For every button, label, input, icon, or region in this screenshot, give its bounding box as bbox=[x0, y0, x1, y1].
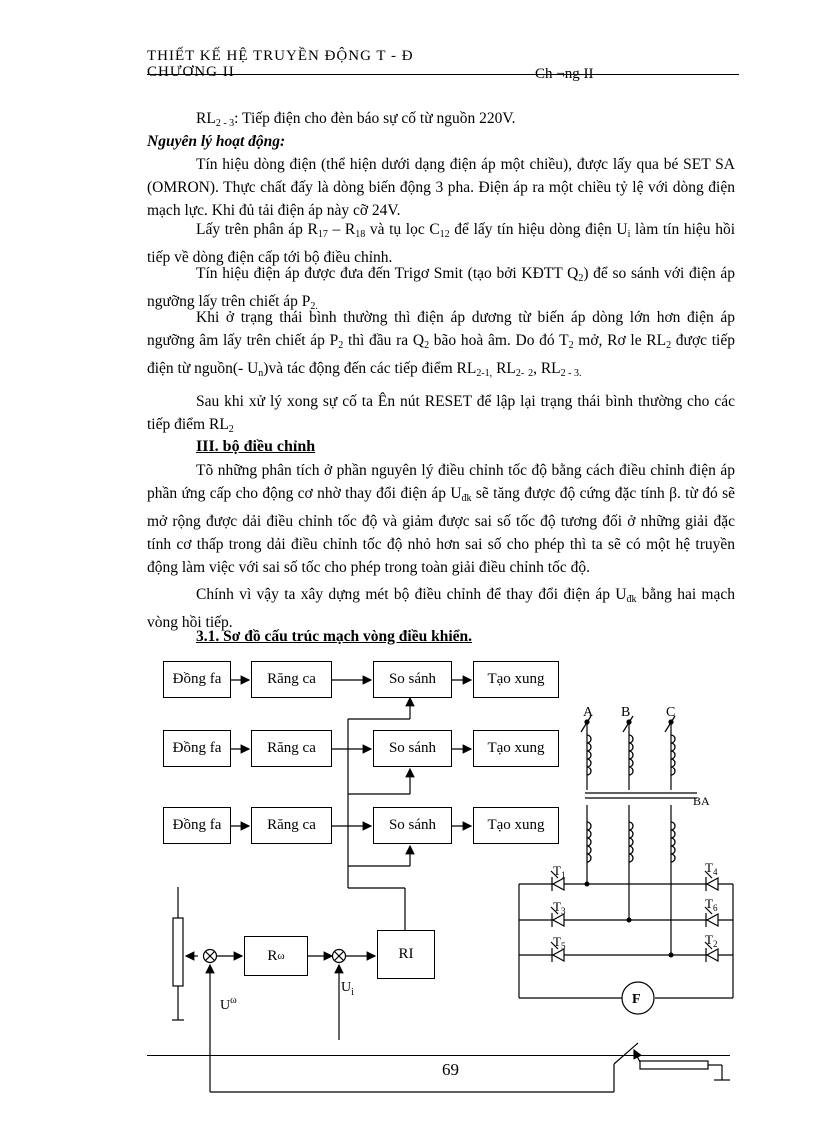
ri-box: RI bbox=[377, 930, 435, 979]
so-sanh-box-1: So sánh bbox=[373, 661, 452, 698]
u-i-label: $U_i$ bbox=[341, 980, 354, 998]
so-sanh-box-3: So sánh bbox=[373, 807, 452, 844]
tao-xung-box-1: Tạo xung bbox=[473, 661, 559, 698]
rang-ca-box-1: Răng ca bbox=[251, 661, 332, 698]
motor-label: F bbox=[632, 992, 641, 1007]
page-number: 69 bbox=[442, 1060, 459, 1079]
running-header-title: THIẾT KẾ HỆ TRUYỀN ĐỘNG T - Đ bbox=[147, 48, 414, 64]
phase-b-label: B bbox=[621, 705, 631, 720]
subsection-3-1: 3.1. Sơ đồ cấu trúc mạch vòng điều khiển. bbox=[196, 628, 472, 645]
t3-label: $T_3$ bbox=[553, 899, 566, 916]
footer-rule bbox=[147, 1055, 730, 1056]
t2-label: $T_2$ bbox=[705, 932, 718, 949]
dong-fa-box-1: Đồng fa bbox=[163, 661, 231, 698]
u-omega-label: $U^\omega$ bbox=[220, 995, 237, 1013]
t1-label: $T_1$ bbox=[553, 863, 566, 880]
tao-xung-box-3: Tạo xung bbox=[473, 807, 559, 844]
r-omega-box: R ω bbox=[244, 936, 308, 976]
principle-heading: Nguyên lý hoạt động: bbox=[147, 133, 286, 150]
rl23-line: $RL_{2 - 3}$: Tiếp điện cho đèn báo sự cố từ nguồn 220V. bbox=[196, 110, 516, 129]
tao-xung-box-2: Tạo xung bbox=[473, 730, 559, 767]
so-sanh-box-2: So sánh bbox=[373, 730, 452, 767]
rang-ca-box-2: Răng ca bbox=[251, 730, 332, 767]
ba-label: BA bbox=[693, 794, 710, 808]
paragraph-2: Lấy trên phân áp $R_{17} - R_{18}$ và tụ lọc $C_{12}$ để lấy tín hiệu dòng điện $U_i$ làm tín hiệu hồi tiếp về dòng điện cấp tới bộ điều chỉnh. bbox=[147, 221, 735, 266]
section-heading-3: III. bộ điều chỉnh bbox=[196, 438, 316, 455]
running-header-chapter-right: Ch ¬ng II bbox=[535, 66, 594, 82]
paragraph-1: Tín hiệu dòng điện (thể hiện dưới dạng điện áp một chiều), được lấy qua bé SET SA (OMRON). Thực chất đấy là dòng biến động 3 pha. Điện áp ra một chiều tỷ lệ với dòng điện mạch lực. Khi đủ tải điện áp này cỡ 24V. bbox=[147, 156, 735, 219]
dong-fa-box-2: Đồng fa bbox=[163, 730, 231, 767]
running-header-chapter: CHƯƠNG II bbox=[147, 64, 235, 80]
rang-ca-box-3: Răng ca bbox=[251, 807, 332, 844]
paragraph-5: Sau khi xử lý xong sự cố ta Ên nút RESET để lập lại trạng thái bình thường cho các tiếp điểm $RL_2$ bbox=[147, 393, 735, 435]
paragraph-4: Khi ở trạng thái bình thường thì điện áp dương từ biến áp dòng lớn hơn điện áp ngưỡng âm lấy trên chiết áp $P_2$ thì đầu ra $Q_2$ bão hoà âm. Do đó $T_2$ mở, Rơ le $RL_2$ được tiếp điện từ nguồn(- $U_n)và$ tác động đến các tiếp điểm $RL_{2-1,}$ $RL_{2-}$ $_2$, $RL_{2 - 3.}$ bbox=[147, 309, 735, 379]
t6-label: $T_6$ bbox=[705, 896, 718, 913]
dong-fa-box-3: Đồng fa bbox=[163, 807, 231, 844]
phase-a-label: A bbox=[583, 705, 594, 720]
t5-label: $T_5$ bbox=[553, 934, 566, 951]
t4-label: $T_4$ bbox=[705, 860, 718, 877]
paragraph-3: Tín hiệu điện áp được đưa đến Trigơ Smit (tạo bởi KĐTT $Q_2$) để so sánh với điện áp ngưỡng lấy trên chiết áp $P_{2.}$ bbox=[147, 265, 735, 312]
paragraph-7: Chính vì vậy ta xây dựng mét bộ điều chỉnh để thay đổi điện áp $U_{đk}$ bằng hai mạch vòng hồi tiếp. bbox=[147, 586, 736, 631]
paragraph-6: Tõ những phân tích ở phần nguyên lý điều chỉnh tốc độ bằng cách điều chỉnh điện áp phần ứng cấp cho động cơ nhờ thay đổi điện áp $U_{đk}$ sẽ tăng được độ cứng đặc tính β. từ đó sẽ mở rộng được dải điều chỉnh tốc độ và giảm được sai số tốc độ tương đối ở những giải đặc tính cơ thấp trong dải điều chỉnh tốc độ nhỏ hơn sai số cho phép thì ta sẽ có một hệ truyền động làm việc với sai số tốc cho phép trong toàn giải điều chỉnh tốc độ. bbox=[147, 462, 735, 576]
phase-c-label: C bbox=[666, 705, 676, 720]
